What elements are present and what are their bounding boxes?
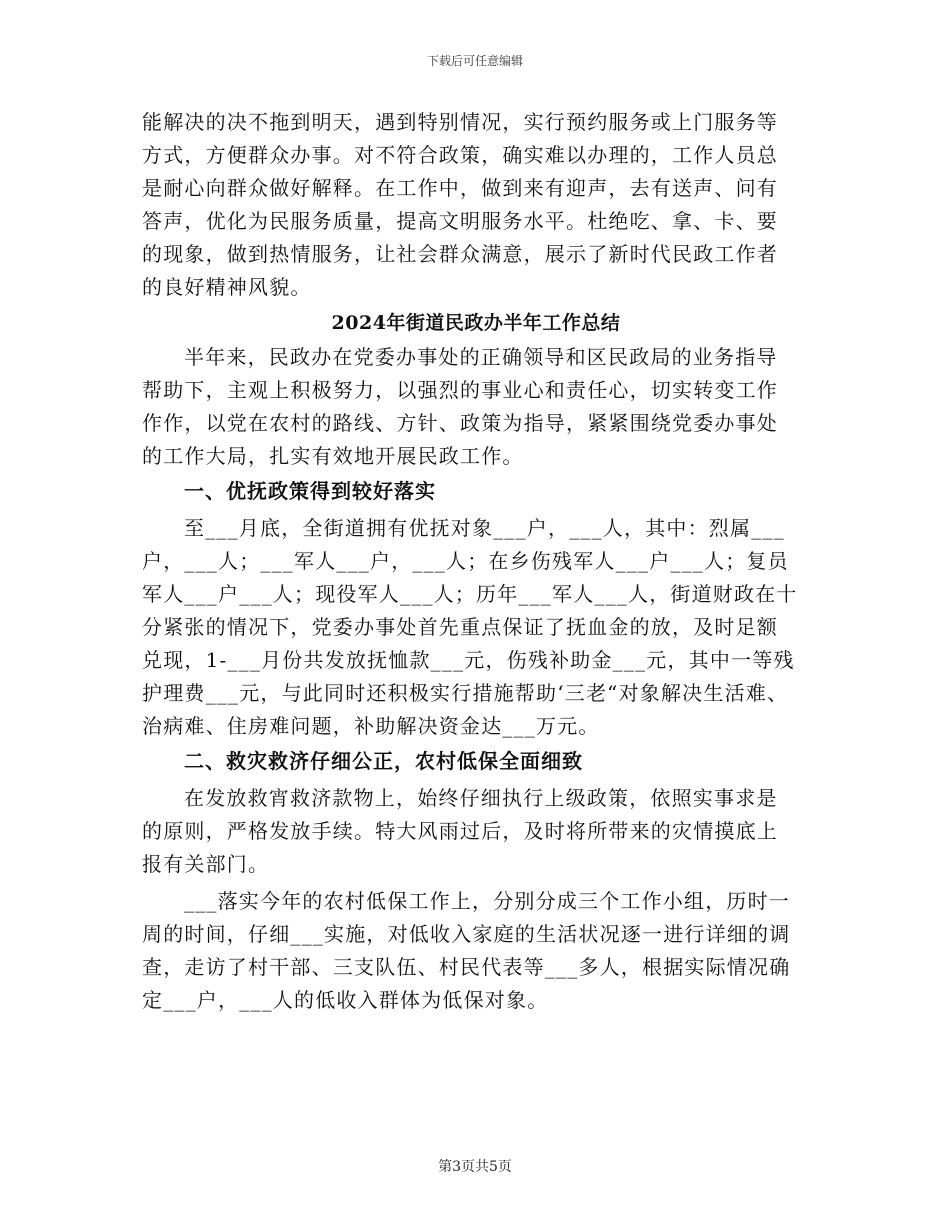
text-line: 兑现，1-___月份共发放抚恤款___元，伤残补助金___元，其中一等残 — [142, 648, 795, 672]
paragraph-section1 — [142, 512, 810, 743]
paragraph-section2-dibao — [142, 885, 810, 1017]
text-line: 护理费___元，与此同时还积极实行措施帮助‘三老“对象解决生活难、 — [142, 681, 789, 705]
text-line: 的原则，严格发放手续。特大风雨过后，及时将所带来的灾情摸底上 — [142, 819, 778, 843]
paragraph-section2-relief — [142, 782, 810, 881]
text-line: 答声，优化为民服务质量，提高文明服务水平。杜绝吃、拿、卡、要 — [142, 209, 778, 233]
text-line: 的工作大局，扎实有效地开展民政工作。 — [142, 444, 524, 468]
section-heading-2: 二、救灾救济仔细公正，农村低保全面细致 — [184, 749, 583, 773]
text-line: ___落实今年的农村低保工作上，分别分成三个工作小组，历时一 — [184, 889, 790, 913]
text-line: 的现象，做到热情服务，让社会群众满意，展示了新时代民政工作者 — [142, 242, 778, 266]
paragraph-service — [142, 106, 810, 304]
text-line: 军人___户___人；现役军人___人；历年___军人___人，街道财政在十 — [142, 582, 798, 606]
text-line: 半年来，民政办在党委办事处的正确领导和区民政局的业务指导 — [184, 345, 778, 369]
text-line: 至___月底，全街道拥有优抚对象___户，___人，其中：烈属___ — [184, 516, 785, 540]
text-line: 的良好精神风貌。 — [142, 275, 312, 299]
text-line: 方式，方便群众办事。对不符合政策，确实难以办理的，工作人员总 — [142, 143, 778, 167]
document-title: 2024年街道民政办半年工作总结 — [331, 312, 621, 334]
text-line: 周的时间，仔细___实施，对低收入家庭的生活状况逐一进行详细的调 — [142, 922, 791, 946]
text-line: 在发放救宵救济款物上，始终仔细执行上级政策，依照实事求是 — [184, 786, 778, 810]
text-line: 分紧张的情况下，党委办事处首先重点保证了抚血金的放，及时足额 — [142, 615, 778, 639]
text-line: 治病难、住房难问题，补助解决资金达___万元。 — [142, 714, 600, 738]
section-heading-1: 一、优抚政策得到较好落实 — [184, 479, 436, 503]
text-line: 定___户，___人的低收入群体为低保对象。 — [142, 988, 549, 1012]
page-number: 第3页共5页 — [438, 1159, 512, 1175]
text-line: 作作，以党在农村的路线、方针、政策为指导，紧紧围绕党委办事处 — [142, 411, 778, 435]
text-line: 能解决的决不拖到明天，遇到特别情况，实行预约服务或上门服务等 — [142, 110, 778, 134]
text-line: 帮助下，主观上积极努力，以强烈的事业心和责任心，切实转变工作 — [142, 378, 778, 402]
text-line: 是耐心向群众做好解释。在工作中，做到来有迎声，去有送声、问有 — [142, 176, 778, 200]
page-header: 下载后可任意编辑 — [426, 54, 523, 68]
text-line: 查，走访了村干部、三支队伍、村民代表等___多人，根据实际情况确 — [142, 955, 791, 979]
document-body — [142, 106, 810, 1017]
text-line: 报有关部门。 — [142, 852, 270, 876]
text-line: 户，___人；___军人___户，___人；在乡伤残军人___户___人；复员 — [142, 549, 789, 573]
paragraph-intro — [142, 341, 810, 473]
